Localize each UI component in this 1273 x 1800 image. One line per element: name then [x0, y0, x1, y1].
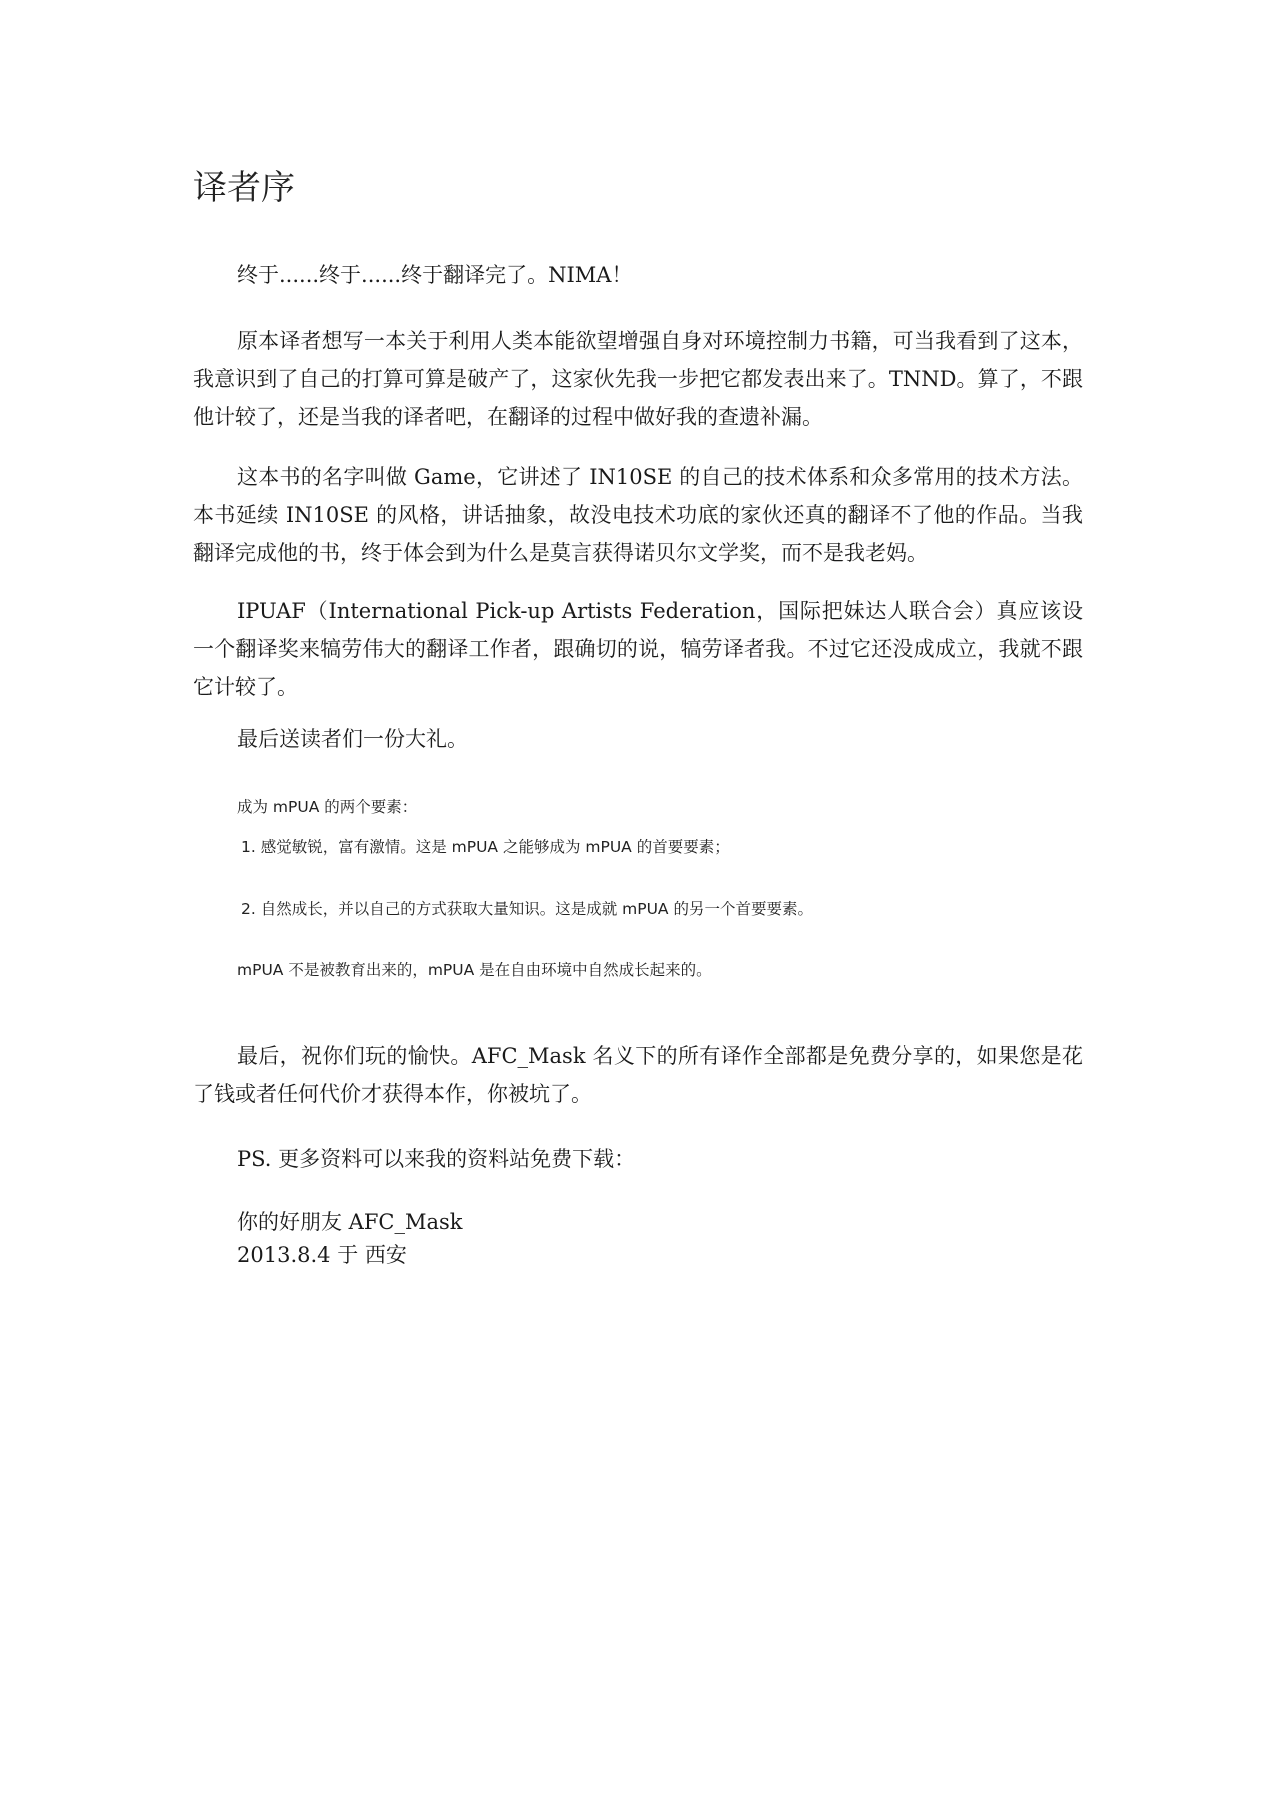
paragraph-about-book: 这本书的名字叫做 Game，它讲述了 IN10SE 的自己的技术体系和众多常用的技术方法。本书延续 IN10SE 的风格，讲话抽象，故没电技术功底的家伙还真的翻译不了他的作品。当我翻译完成他的书，终于体会到为什么是莫言获得诺贝尔文学奖，而不是我老妈。 — [193, 465, 1083, 565]
signature-name: 你的好朋友 AFC_Mask — [237, 1210, 463, 1234]
gift-item-2: 2. 自然成长，并以自己的方式获取大量知识。这是成就 mPUA 的另一个首要要素。 — [241, 900, 813, 918]
paragraph-gift-intro: 最后送读者们一份大礼。 — [237, 727, 468, 751]
gift-note: mPUA 不是被教育出来的，mPUA 是在自由环境中自然成长起来的。 — [237, 961, 712, 979]
paragraph-ipuaf: IPUAF（International Pick-up Artists Federation，国际把妹达人联合会）真应该设一个翻译奖来犒劳伟大的翻译工作者，跟确切的说，犒劳译者我。不过它还没成成立，我就不跟它计较了。 — [193, 599, 1083, 699]
page-title: 译者序 — [193, 168, 295, 208]
paragraph-original-plan: 原本译者想写一本关于利用人类本能欲望增强自身对环境控制力书籍，可当我看到了这本，我意识到了自己的打算可算是破产了，这家伙先我一步把它都发表出来了。TNND。算了，不跟他计较了，还是当我的译者吧，在翻译的过程中做好我的查遗补漏。 — [193, 329, 1083, 429]
gift-heading: 成为 mPUA 的两个要素： — [237, 798, 418, 816]
paragraph-ps: PS. 更多资料可以来我的资料站免费下载： — [237, 1147, 636, 1171]
paragraph-finished: 终于......终于......终于翻译完了。NIMA！ — [237, 263, 633, 287]
paragraph-closing: 最后，祝你们玩的愉快。AFC_Mask 名义下的所有译作全部都是免费分享的，如果您是花了钱或者任何代价才获得本作，你被坑了。 — [193, 1044, 1083, 1106]
signature-date: 2013.8.4 于 西安 — [237, 1243, 407, 1267]
gift-item-1: 1. 感觉敏锐，富有激情。这是 mPUA 之能够成为 mPUA 的首要要素； — [241, 838, 730, 856]
